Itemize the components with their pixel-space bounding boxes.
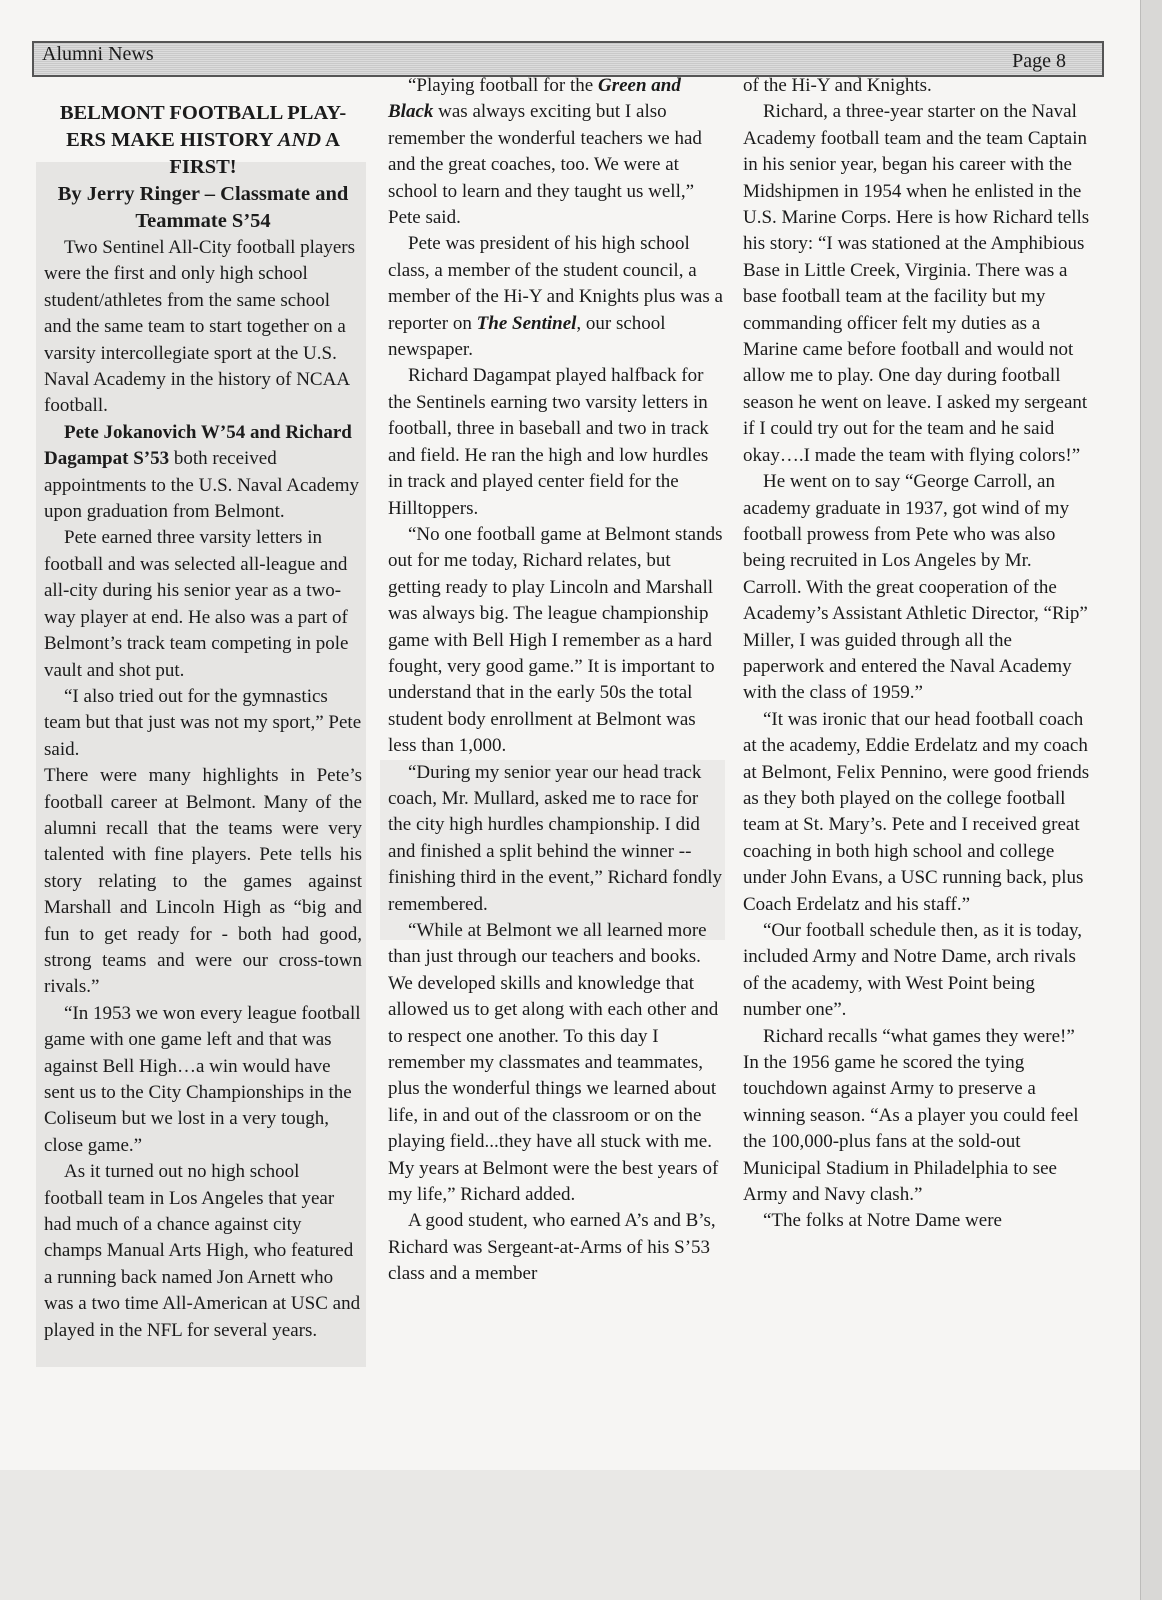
article-column-2 bbox=[388, 73, 724, 1288]
paragraph: “Playing football for the Green and Black was always exciting but I also remember the wonderful teachers we had and the great coaches, too. We were at school to learn and they taught us well,” Pete said. bbox=[388, 75, 702, 229]
paragraph: As it turned out no high school football team in Los Angeles that year had much of a chance against city champs Manual Arts High, who featured a running back named Jon Arnett who was a two time All-American at USC and played in the NFL for several years. bbox=[44, 1161, 361, 1341]
paragraph: He went on to say “George Carroll, an academy graduate in 1937, got wind of my football prowess from Pete who was also being recruited in Los Angeles by Mr. Carroll. With the great cooperation of the Academy’s Assistant Athletic Director, “Rip” Miller, I was guided through all the paperwork and entered the Naval Academy with the class of 1959.” bbox=[743, 471, 1088, 704]
scan-margin bbox=[0, 1470, 1162, 1600]
paragraph: Richard recalls “what games they were!” In the 1956 game he scored the tying touchdown against Army to preserve a winning season. “As a player you could feel the 100,000-plus fans at the sold-out Municipal Stadium in Philadelphia to see Army and Navy clash.” bbox=[743, 1025, 1079, 1206]
paragraph: “The folks at Notre Dame were bbox=[763, 1210, 1002, 1232]
article-headline: BELMONT FOOTBALL PLAY-ERS MAKE HISTORY AND A FIRST! bbox=[59, 102, 347, 178]
paragraph: “While at Belmont we all learned more than just through our teachers and books. We developed skills and knowledge that allowed us to get along with each other and to respect one another. To this day I remember my classmates and teammates, plus the wonderful things we learned about life, in and out of the classroom or on the playing field...they have all stuck with me. My years at Belmont were the best years of my life,” Richard added. bbox=[388, 920, 719, 1206]
section-title: Alumni News bbox=[42, 43, 154, 65]
paragraph: Pete earned three varsity letters in football and was selected all-league and all-city during his senior year as a two-way player at end. He also was a part of Belmont’s track team competing in pole vault and shot put. bbox=[44, 527, 349, 681]
paragraph: Pete was president of his high school class, a member of the student council, a member of the Hi-Y and Knights plus was a reporter on The Sentinel, our school newspaper. bbox=[388, 233, 723, 361]
section-header-bar bbox=[32, 41, 1104, 77]
paragraph: Pete Jokanovich W’54 and Richard Dagampat S’53 both received appointments to the U.S. Naval Academy upon graduation from Belmont. bbox=[44, 421, 360, 523]
paragraph: Richard Dagampat played halfback for the Sentinels earning two varsity letters in football, three in baseball and two in track and field. He ran the high and low hurdles in track and played center field for the Hilltoppers. bbox=[388, 365, 709, 519]
paragraph: “In 1953 we won every league football game with one game left and that was against Bell High…a win would have sent us to the City Championships in the Coliseum but we lost in a very tough, close game.” bbox=[44, 1002, 361, 1156]
paragraph: “No one football game at Belmont stands out for me today, Richard relates, but getting ready to play Lincoln and Marshall was always big. The league championship game with Bell High I remember as a hard fought, very good game.” It is important to understand that in the early 50s the total student body enrollment at Belmont was less than 1,000. bbox=[388, 523, 723, 757]
paragraph: There were many highlights in Pete’s football career at Belmont. Many of the alumni recall that the teams were very talented with fine players. Pete tells his story relating to the games against Marshall and Lincoln High as “big and fun to get ready for - both had good, strong teams and were our cross-town rivals.” bbox=[44, 765, 362, 998]
paragraph: Two Sentinel All-City football players were the first and only high school student/athletes from the same school and the same team to start together on a varsity intercollegiate sport at the U.S. Naval Academy in the history of NCAA football. bbox=[44, 237, 356, 417]
article-byline: By Jerry Ringer – Classmate and Teammate S’54 bbox=[57, 183, 349, 232]
paragraph: “It was ironic that our head football coach at the academy, Eddie Erdelatz and my coach at Belmont, Felix Pennino, were good friends as they both played on the college football team at St. Mary’s. Pete and I received great coaching in both high school and college under John Evans, a USC running back, plus Coach Erdelatz and his staff.” bbox=[743, 708, 1090, 915]
article-column-3 bbox=[743, 73, 1093, 1235]
article-column-1 bbox=[44, 100, 362, 1344]
paragraph: A good student, who earned A’s and B’s, Richard was Sergeant-at-Arms of his S’53 class and a member bbox=[388, 1210, 716, 1285]
paragraph: Richard, a three-year starter on the Naval Academy football team and the team Captain in his senior year, began his career with the Midshipmen in 1954 when he enlisted in the U.S. Marine Corps. Here is how Richard tells his story: “I was stationed at the Amphibious Base in Little Creek, Virginia. There was a base football team at the facility but my commanding officer felt my duties as a Marine came before football and would not allow me to play. One day during football season he went on leave. I asked my sergeant if I could try out for the team and he said okay….I made the team with flying colors!” bbox=[743, 101, 1090, 466]
paragraph: of the Hi-Y and Knights. bbox=[743, 75, 932, 96]
page-number: Page 8 bbox=[1012, 50, 1066, 72]
paragraph: “Our football schedule then, as it is today, included Army and Notre Dame, arch rivals of the academy, with West Point being number one”. bbox=[743, 920, 1083, 1021]
paragraph: “I also tried out for the gymnastics team but that just was not my sport,” Pete said. bbox=[44, 685, 362, 760]
page-edge bbox=[1140, 0, 1162, 1600]
paragraph: “During my senior year our head track coach, Mr. Mullard, asked me to race for the city high hurdles championship. I did and finished a split behind the winner -- finishing third in the event,” Richard fondly remembered. bbox=[388, 761, 723, 915]
